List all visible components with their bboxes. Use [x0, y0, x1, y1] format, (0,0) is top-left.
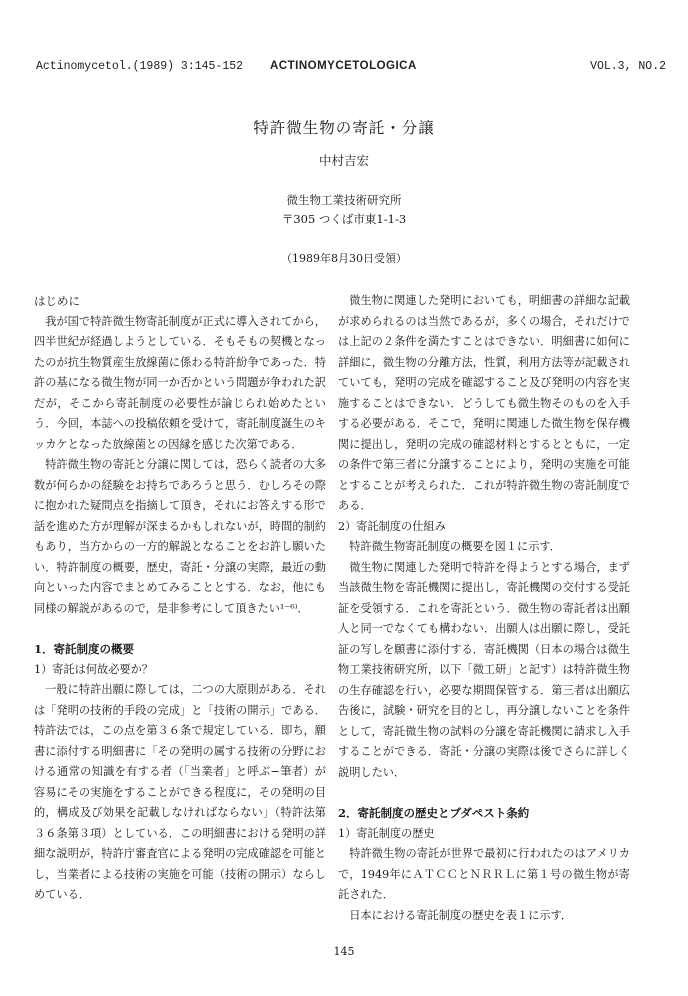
affiliation-address: 〒305 つくば市東1-1-3 [281, 212, 407, 226]
intro-paragraph-1: 我が国で特許微生物寄託制度が正式に導入されてから，四半世紀が経過しようとしている．そもそもの契機となったのが抗生物質産生放線菌に係わる特許紛争であった．特許の基になる微生物が同一か否かという問題が争われた訳だが，そこから寄託制度の必要性が論じられ始めたという．今回，本誌への投稿依頼を受けて，寄託制度誕生のキッカケとなった放線菌との因縁を感じた次第である． [34, 314, 326, 451]
right-column [338, 291, 630, 926]
section-2-1-paragraph-2: 日本における寄託制度の歴史を表１に示す． [349, 908, 573, 922]
section-2-1-heading: 1）寄託制度の歴史 [338, 826, 435, 840]
intro-heading: はじめに [34, 294, 80, 308]
section-2-1-paragraph-1: 特許微生物の寄託が世界で最初に行われたのはアメリカで，1949年にＡＴＣＣとＮＲＲＬに第１号の微生物が寄託された． [338, 847, 630, 901]
right-paragraph-1: 微生物に関連した発明においても，明細書の詳細な記載が求められるのは当然であるが，多くの場合，それだけでは上記の２条件を満たすことはできない．明細書に如何に詳細に，微生物の分離方法，性質，利用方法等が記載されていても，発明の完成を確認すること及び発明の内容を実施することはできない．どうしても微生物そのものを入手する必要がある．そこで，発明に関連した微生物を保存機関に提出し，発明の完成の確認材料とするとともに，一定の条件で第三者に分譲することにより，発明の実施を可能とすることが考えられた．これが特許微生物の寄託制度である． [338, 294, 630, 512]
section-1-1-heading: 1）寄託は何故必要か？ [34, 662, 153, 676]
received-date: （1989年8月30日受領） [281, 252, 407, 265]
journal-name: ACTINOMYCETOLOGICA [270, 60, 417, 72]
running-header [36, 60, 666, 78]
section-1-2-heading: 2）寄託制度の仕組み [338, 519, 446, 533]
author-name: 中村吉宏 [318, 153, 369, 168]
section-2-heading: 2．寄託制度の歴史とブダペスト条約 [338, 806, 530, 820]
intro-paragraph-2: 特許微生物の寄託と分譲に関しては，恐らく読者の大多数が何らかの経験をお持ちであろうと思う．むしろその際に抱かれた疑問点を指摘して頂き，それにお答えする形で話を進めた方が理解が深まるかもしれないが，時間的制約もあり，当方からの一方的解説となることをお許し願いたい．特許制度の概要，歴史，寄託・分譲の実際，最近の動向といった内容でまとめてみることとする．なお，他にも同様の解説があるので，是非参考にして頂きたい¹⁻⁶⁾． [34, 458, 326, 615]
section-1-2-paragraph-2: 微生物に関連した発明で特許を得ようとする場合，まず当該微生物を寄託機関に提出し，寄託機関の交付する受託証を受領する．これを寄託という．微生物の寄託者は出願人と同一でなくても構わない．出願人は出願に際し，受託証の写しを願書に添付する．寄託機関（日本の場合は微生物工業技術研究所，以下「微工研」と記す）は特許微生物の生存確認を行い，必要な期間保管する．第三者は出願広告後に，試験・研究を目的とし，再分譲しないことを条件として，寄託微生物の試料の分譲を寄託機関に請求し入手することができる．寄託・分譲の実際は後でさらに詳しく説明したい． [338, 560, 630, 779]
page-number: 145 [333, 945, 355, 958]
citation-text: Actinomycetol.(1989) 3:145-152 [36, 60, 244, 73]
volume-info: VOL.3, NO.2 [590, 60, 666, 73]
affiliation-institution: 微生物工業技術研究所 [286, 193, 402, 207]
section-1-1-paragraph: 一般に特許出願に際しては，二つの大原則がある．それは「発明の技術的手段の完成」と「技術の開示」である．特許法では，この点を第３６条で規定している．即ち，願書に添付する明細書に「その発明の属する技術の分野における通常の知識を有する者（「当業者」と呼ぶ−筆者）が容易にその実施をすることができる程度に，その発明の目的，構成及び効果を記載しなければならない」（特許法第３６条第３項）としている．この明細書における発明の詳細な説明が，特許庁審査官による発明の完成確認を可能とし，当業者による技術の実施を可能（技術の開示）ならしめている． [34, 683, 326, 901]
article-title: 特許微生物の寄託・分譲 [253, 119, 435, 137]
section-1-heading: 1．寄託制度の概要 [34, 642, 135, 656]
section-1-2-paragraph-1: 特許微生物寄託制度の概要を図１に示す． [349, 540, 561, 553]
left-column [34, 291, 326, 906]
